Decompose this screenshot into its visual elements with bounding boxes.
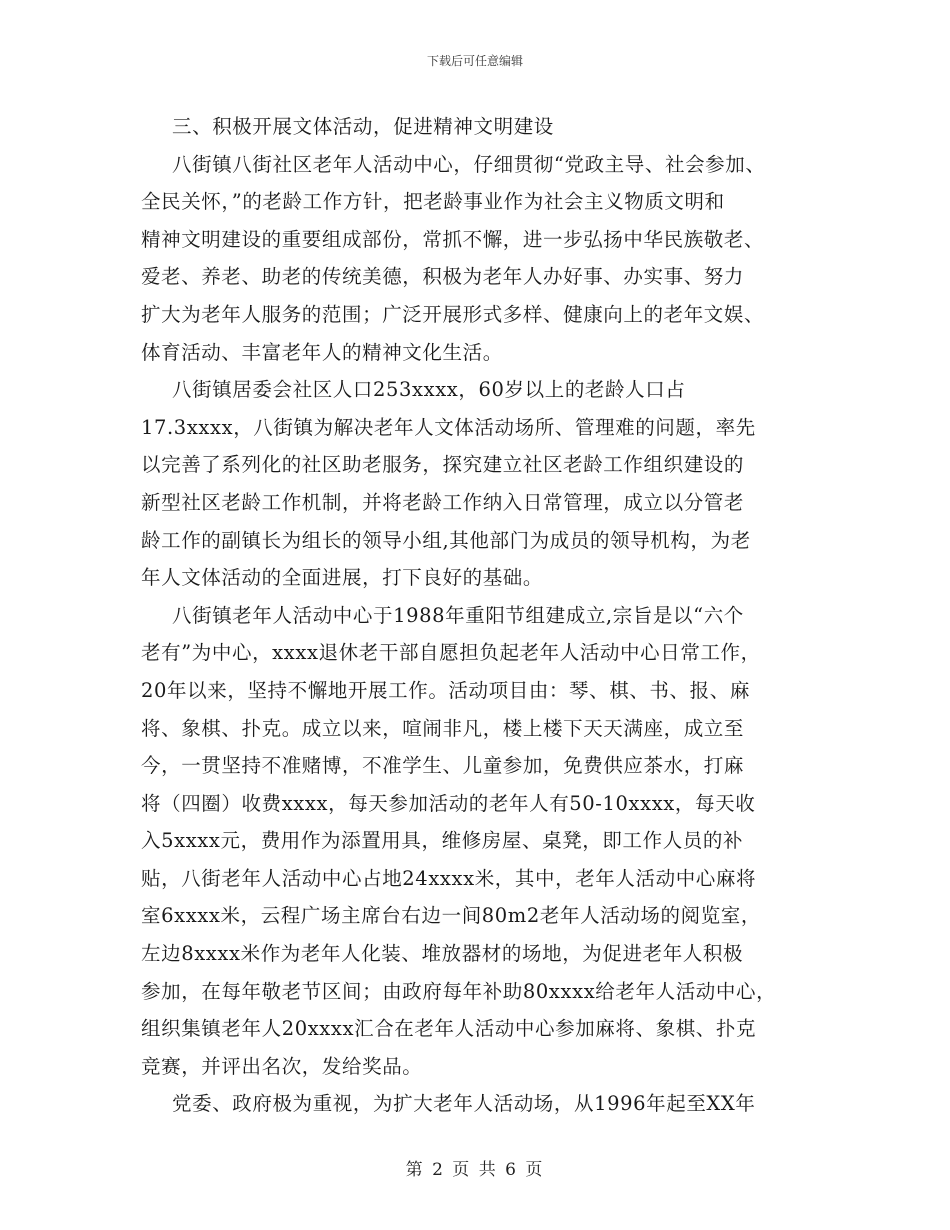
page-footer: [0, 1155, 950, 1180]
text-line: 八街镇八街社区老年人活动中心，仔细贯彻“党政主导、社会参加、: [172, 152, 766, 176]
text-line: 全民关怀，”的老龄工作方针，把老龄事业作为社会主义物质文明和: [141, 190, 725, 214]
page-number: 第 2 页 共 6 页: [405, 1160, 545, 1180]
text-line: 竞赛，并评出名次，发给奖品。: [141, 1054, 423, 1078]
text-line: 组织集镇老年人20xxxx汇合在老年人活动中心参加麻将、象棋、扑克: [141, 1017, 757, 1041]
text-line: 精神文明建设的重要组成部份，常抓不懈，进一步弘扬中华民族敬老、: [141, 227, 765, 251]
text-line: 扩大为老年人服务的范围；广泛开展形式多样、健康向上的老年文娱、: [141, 302, 765, 326]
text-line: 今，一贯坚持不准赌博，不准学生、儿童参加，免费供应茶水，打麻: [141, 754, 745, 778]
text-line: 龄工作的副镇长为组长的领导小组,其他部门为成员的领导机构，为老: [141, 528, 751, 552]
text-line: 以完善了系列化的社区助老服务，探究建立社区老龄工作组织建设的: [141, 453, 745, 477]
text-line: 左边8xxxx米作为老年人化装、堆放器材的场地，为促进老年人积极: [141, 942, 744, 966]
text-line: 室6xxxx米，云程广场主席台右边一间80m2老年人活动场的阅览室，: [141, 904, 762, 928]
text-line: 20年以来，坚持不懈地开展工作。活动项目由：琴、棋、书、报、麻: [141, 678, 750, 702]
text-line: 年人文体活动的全面进展，打下良好的基础。: [141, 566, 544, 590]
text-line: 新型社区老龄工作机制，并将老龄工作纳入日常管理，成立以分管老: [141, 490, 745, 514]
text-line: 爱老、养老、助老的传统美德，积极为老年人办好事、办实事、努力: [141, 265, 745, 289]
text-line: 入5xxxx元，费用作为添置用具，维修房屋、桌凳，即工作人员的补: [141, 829, 744, 853]
text-line: 八街镇老年人活动中心于1988年重阳节组建成立,宗旨是以“六个: [172, 603, 744, 627]
text-line: 三、积极开展文体活动，促进精神文明建设: [172, 115, 554, 138]
text-line: 贴，八街老年人活动中心占地24xxxx米，其中，老年人活动中心麻将: [141, 866, 757, 890]
text-line: 八街镇居委会社区人口253xxxx，60岁以上的老龄人口占: [172, 378, 686, 402]
text-line: 将、象棋、扑克。成立以来，喧闹非凡，楼上楼下天天满座，成立至: [141, 716, 745, 740]
text-line: 党委、政府极为重视，为扩大老年人活动场，从1996年起至XX年: [172, 1092, 756, 1116]
text-line: 17.3xxxx，八街镇为解决老年人文体活动场所、管理难的问题，率先: [141, 415, 756, 439]
page-header: 下载后可任意编辑: [426, 54, 523, 68]
text-line: 将（四圈）收费xxxx，每天参加活动的老年人有50-10xxxx，每天收: [141, 791, 756, 815]
text-line: 老有”为中心，xxxx退休老干部自愿担负起老年人活动中心日常工作，: [141, 641, 761, 665]
text-line: 体育活动、丰富老年人的精神文化生活。: [141, 340, 503, 364]
text-line: 参加，在每年敬老节区间；由政府每年补助80xxxx给老年人活动中心，: [141, 979, 777, 1003]
document-body: [141, 108, 811, 1123]
